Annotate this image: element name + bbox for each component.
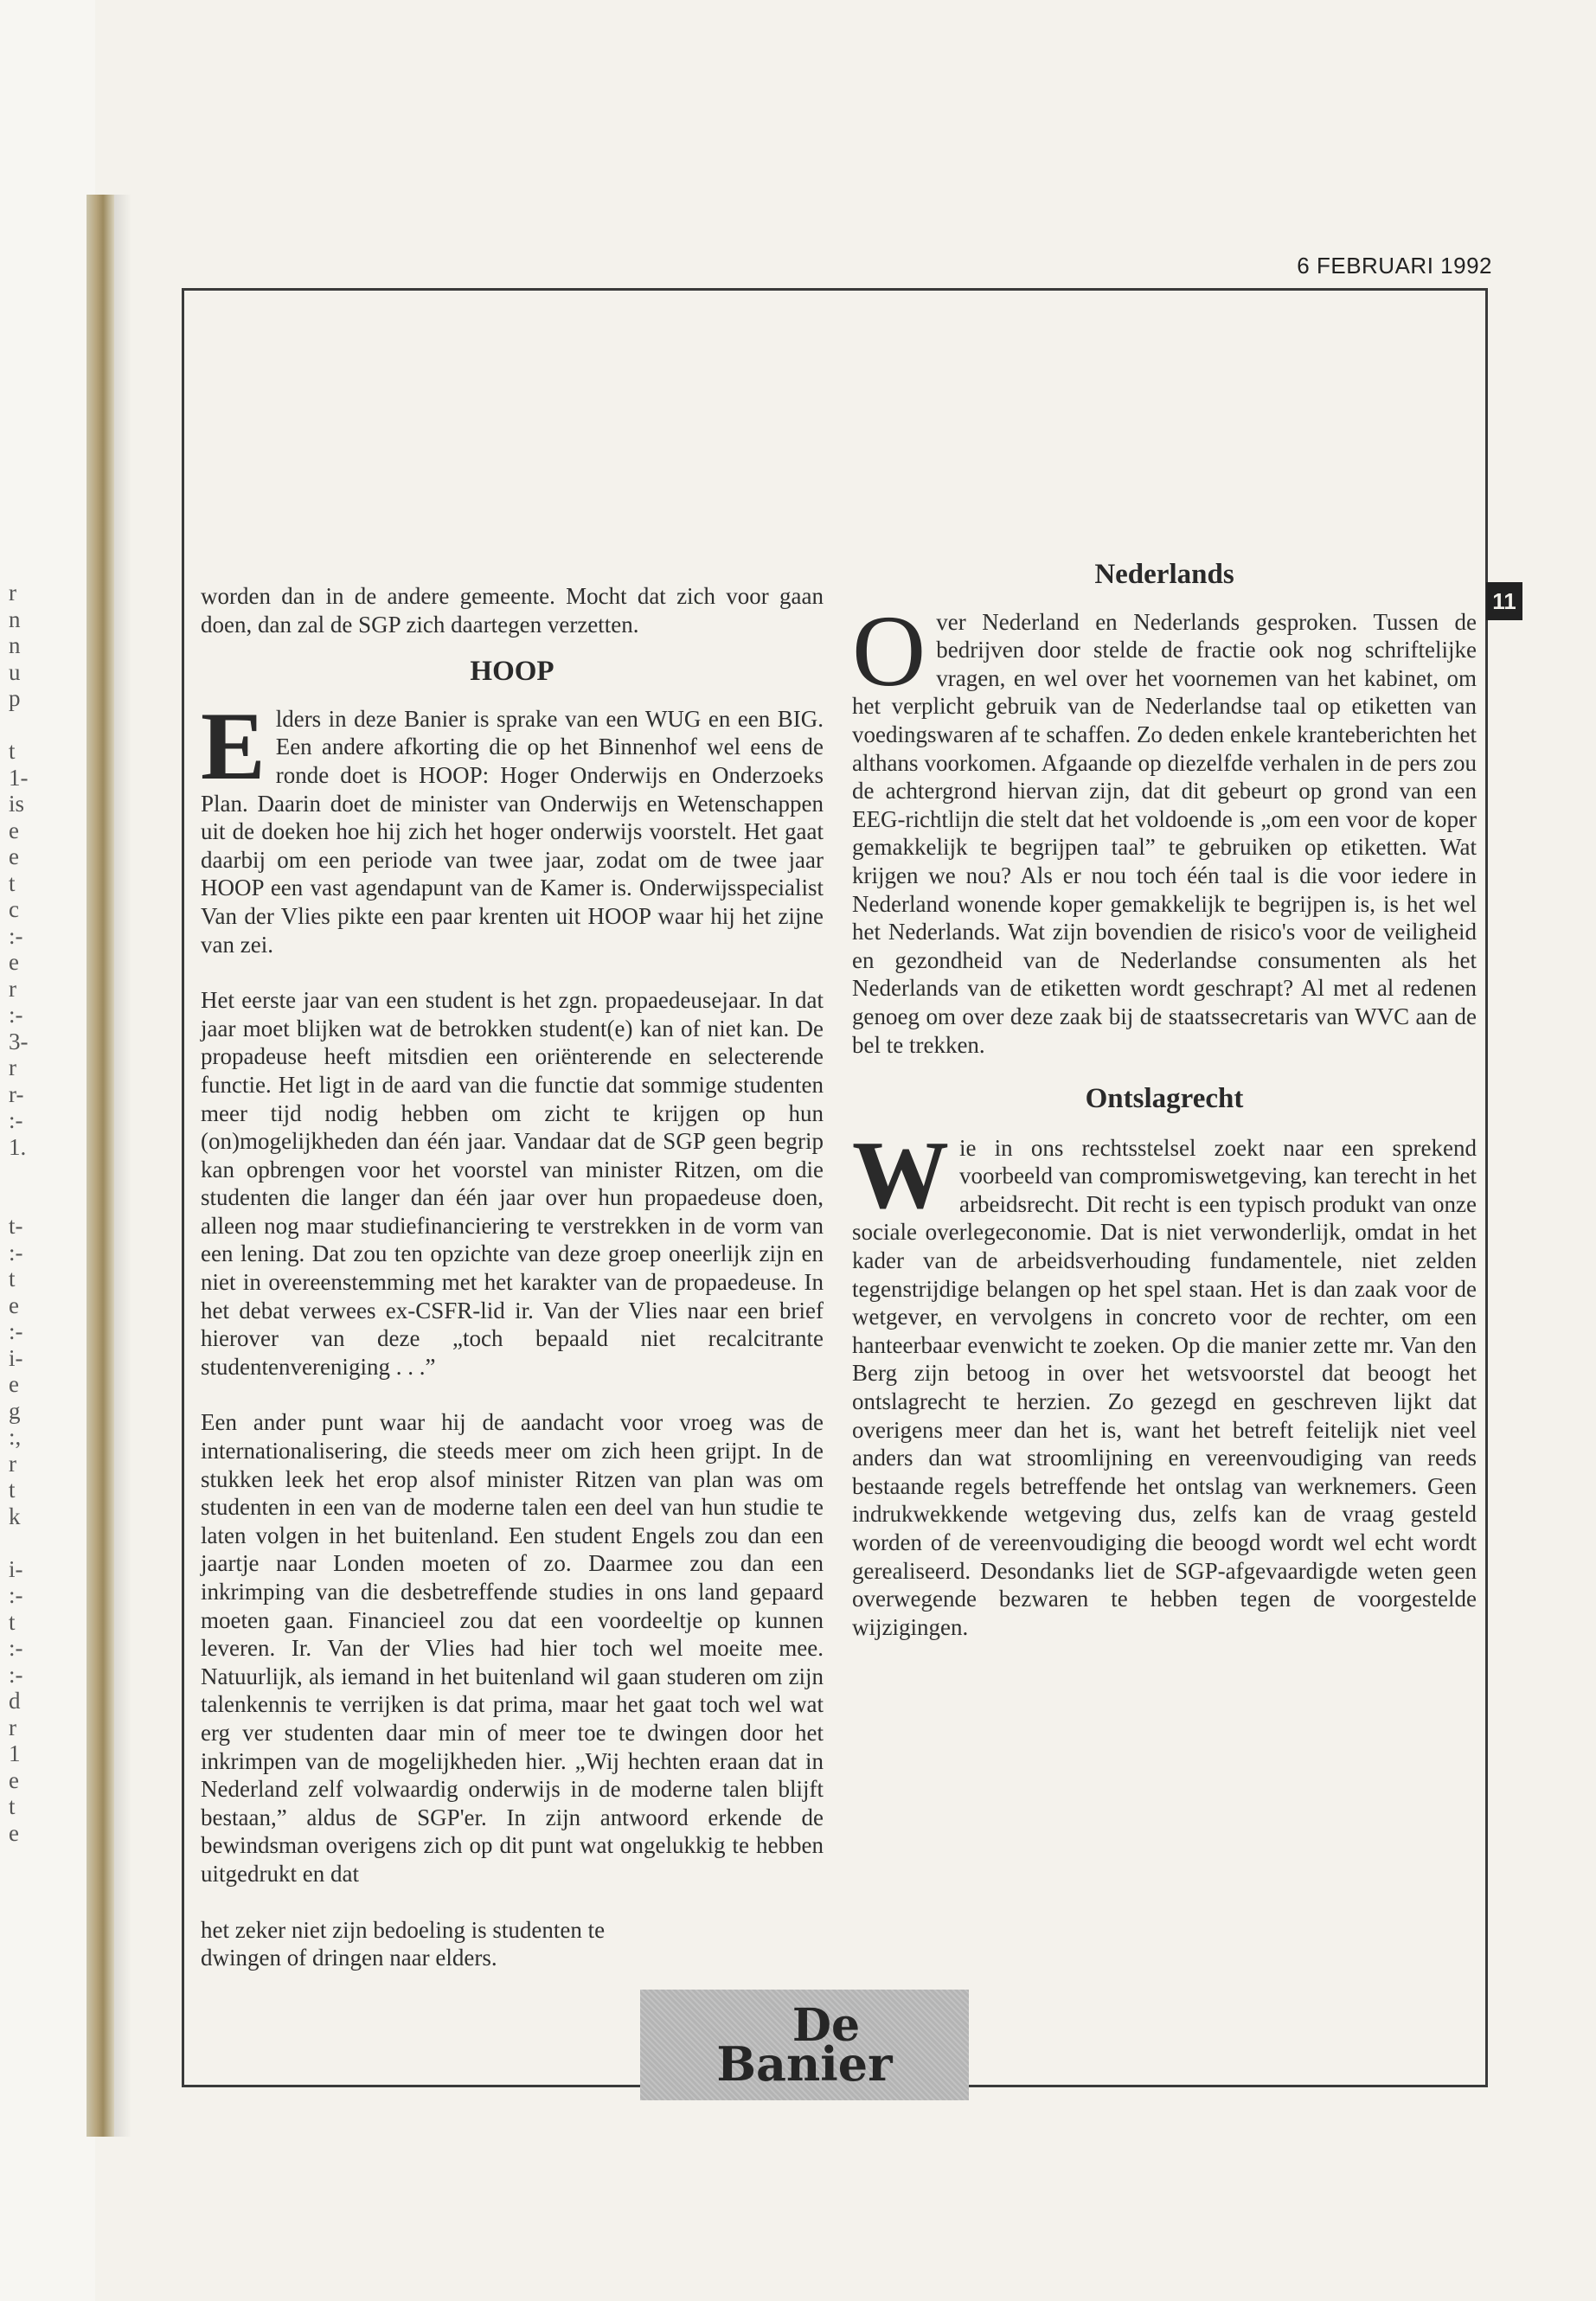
logo-line-de: De bbox=[792, 1999, 861, 2052]
hoop-paragraph-2: Het eerste jaar van een student is het zgn. propaedeusejaar. In dat jaar moet blijken wat de betrokken student(e) kan of niet kan. De propadeuse heeft mitsdien een oriënterende en selecterende functie. Het ligt in de aard van die functie dat sommige studenten meer tijd nodig hebben om zicht te krijgen op hun (on)mogelijkheden dan één jaar. Vandaar dat de SGP geen begrip kan opbrengen voor het voorstel van minister Ritzen, om die studenten die langer dan één jaar over hun propaedeuse doen, alleen nog maar studiefinanciering te verstrekken in de vorm van een lening. Dat zou ten opzichte van deze groep oneerlijk zijn en niet in overeenstemming met het karakter van de propaedeuse. In het debat verwees ex-CSFR-lid ir. Van der Vlies naar een brief hierover van deze „toch bepaald niet recalcitrante studentenvereniging . . .” bbox=[201, 987, 824, 1380]
left-page-text-fragments: r n n u p t 1- is e e t c :- e r :- 3- r r- :- 1. t- :- t e :- i- e g :, r t k i- :- t :- :- d r 1 e t e bbox=[9, 580, 29, 1846]
nederlands-paragraph bbox=[852, 593, 1477, 1060]
nederlands-heading: Nederlands bbox=[1094, 559, 1234, 590]
dropcap-e: E bbox=[201, 692, 266, 800]
left-column bbox=[201, 582, 824, 1972]
left-facing-page bbox=[0, 0, 95, 2301]
page-spine bbox=[87, 195, 114, 2137]
hoop-paragraph-1 bbox=[201, 692, 824, 958]
ontslagrecht-paragraph-text: ie in ons rechtsstelsel zoekt naar een sprekend voorbeeld van compromiswetgeving, kan terecht in het arbeidsrecht. Dit recht is een typisch produkt van onze sociale overlegeconomie. Dat is niet verwonderlijk, omdat in het kader van de arbeidsverhouding fundamentele, niet zelden tegenstrijdige belangen op het spel staan. Het is dan zaak voor de wetgever, en vervolgens in concreto voor de rechter, om een hanteerbaar evenwicht te zoeken. Op die manier zette mr. Van den Berg zijn betoog in over het wetsvoorstel dat beoogt het ontslagrecht te herzien. Zo gezegd en geschreven lijkt dat overigens meer dan het is, want het betreft feitelijk niet veel anders dan wat stroomlijning en vereenvoudiging van reeds bestaande regels betreffende het ontslag van werknemers. Geen indrukwekkende wetgeving dus, zelfs kan de vraag gesteld worden of de vereenvoudiging die beoogd wordt wel echt wordt gerealiseerd. Desondanks liet de SGP-afgevaardigde weten geen overwegende bezwaren te hebben tegen de voorgestelde wijzigingen. bbox=[852, 1134, 1477, 1640]
nederlands-paragraph-text: ver Nederland en Nederlands gesproken. Tussen de bedrijven door stelde de fractie ook nog schriftelijke vragen, en wel over het voornemen van het kabinet, om het verplicht gebruik van de Nederlandse taal op etiketten van voedingswaren af te schaffen. Zo deden enkele kranteberichten het althans voorkomen. Afgaande op diezelfde verhalen in de pers zou de achtergrond hiervan zijn, dat dit gebeurt op grond van een EEG-richtlijn die stelt dat het voldoende is „om een voor de koper gemakkelijk te begrijpen taal” te gebruiken op etiketten. Wat krijgen we nou? Als er nou toch één taal is die voor iedere in Nederland wonende koper gemakkelijk te begrijpen is, is het wel het Nederlands. Wat zijn bovendien de risico's voor de veiligheid en gezondheid van de Nederlandse consumenten als het Nederlands van de etiketten wordt geschrapt? Al met al redenen genoeg om over deze zaak bij de staatssecretaris van WVC aan de bel te trekken. bbox=[852, 608, 1477, 1058]
ontslagrecht-heading: Ontslagrecht bbox=[1085, 1083, 1244, 1115]
de-banier-logo bbox=[640, 1990, 969, 2100]
spine-shadow bbox=[114, 195, 131, 2137]
ontslagrecht-paragraph bbox=[852, 1121, 1477, 1642]
right-column bbox=[852, 561, 1477, 1641]
logo-line-banier: Banier bbox=[716, 2036, 893, 2092]
hoop-paragraph-3-end: het zeker niet zijn bedoeling is studenten te dwingen of dringen naar elders. bbox=[201, 1916, 606, 1971]
intro-paragraph: worden dan in de andere gemeente. Mocht dat zich voor gaan doen, dan zal de SGP zich daartegen verzetten. bbox=[201, 583, 824, 638]
hoop-heading: HOOP bbox=[470, 656, 554, 688]
page-number-badge: 11 bbox=[1486, 582, 1522, 620]
hoop-paragraph-3: Een ander punt waar hij de aandacht voor vroeg was de internationalisering, die steeds meer om zich heen grijpt. In de stukken leek het erop alsof minister Ritzen van plan was om studenten in een van de moderne talen een deel van hun studie te laten volgen in het buitenland. Een student Engels zou dan een jaartje naar Londen moeten of zo. Daarmee zou dan een inkrimping van die desbetreffende studies in ons land gepaard moeten gaan. Financieel zou dat een voordeeltje op kunnen leveren. Ir. Van der Vlies had hier toch wel moeite mee. Natuurlijk, als iemand in het buitenland wil gaan studeren om zijn talenkennis te verrijken is dat prima, maar het gaat toch wel wat erg ver studenten daar min of meer toe te dwingen door het inkrimpen van de mogelijkheden hier. „Wij hechten eraan dat in Nederland zelf volwaardig onderwijs in de moderne talen blijft bestaan,” aldus de SGP'er. In zijn antwoord erkende de bewindsman overigens zich op dit punt wat ongelukkig te hebben uitgedrukt en dat bbox=[201, 1409, 824, 1887]
dropcap-o: O bbox=[852, 593, 926, 708]
hoop-paragraph-1-text: lders in deze Banier is sprake van een WUG en een BIG. Een andere afkorting die op het Binnenhof wel eens de ronde doet is HOOP: Hoger Onderwijs en Onderzoeks Plan. Daarin doet de minister van Onderwijs en Wetenschappen uit de doeken hoe hij zich het hoger onderwijs voorstelt. Het gaat daarbij om een periode van twee jaar, zodat om de twee jaar HOOP een vast agendapunt van de Kamer is. Onderwijsspecialist Van der Vlies pikte een paar krenten uit HOOP waar hij het zijne van zei. bbox=[201, 705, 824, 958]
dropcap-w: W bbox=[852, 1121, 949, 1229]
issue-date: 6 FEBRUARI 1992 bbox=[1297, 253, 1492, 279]
